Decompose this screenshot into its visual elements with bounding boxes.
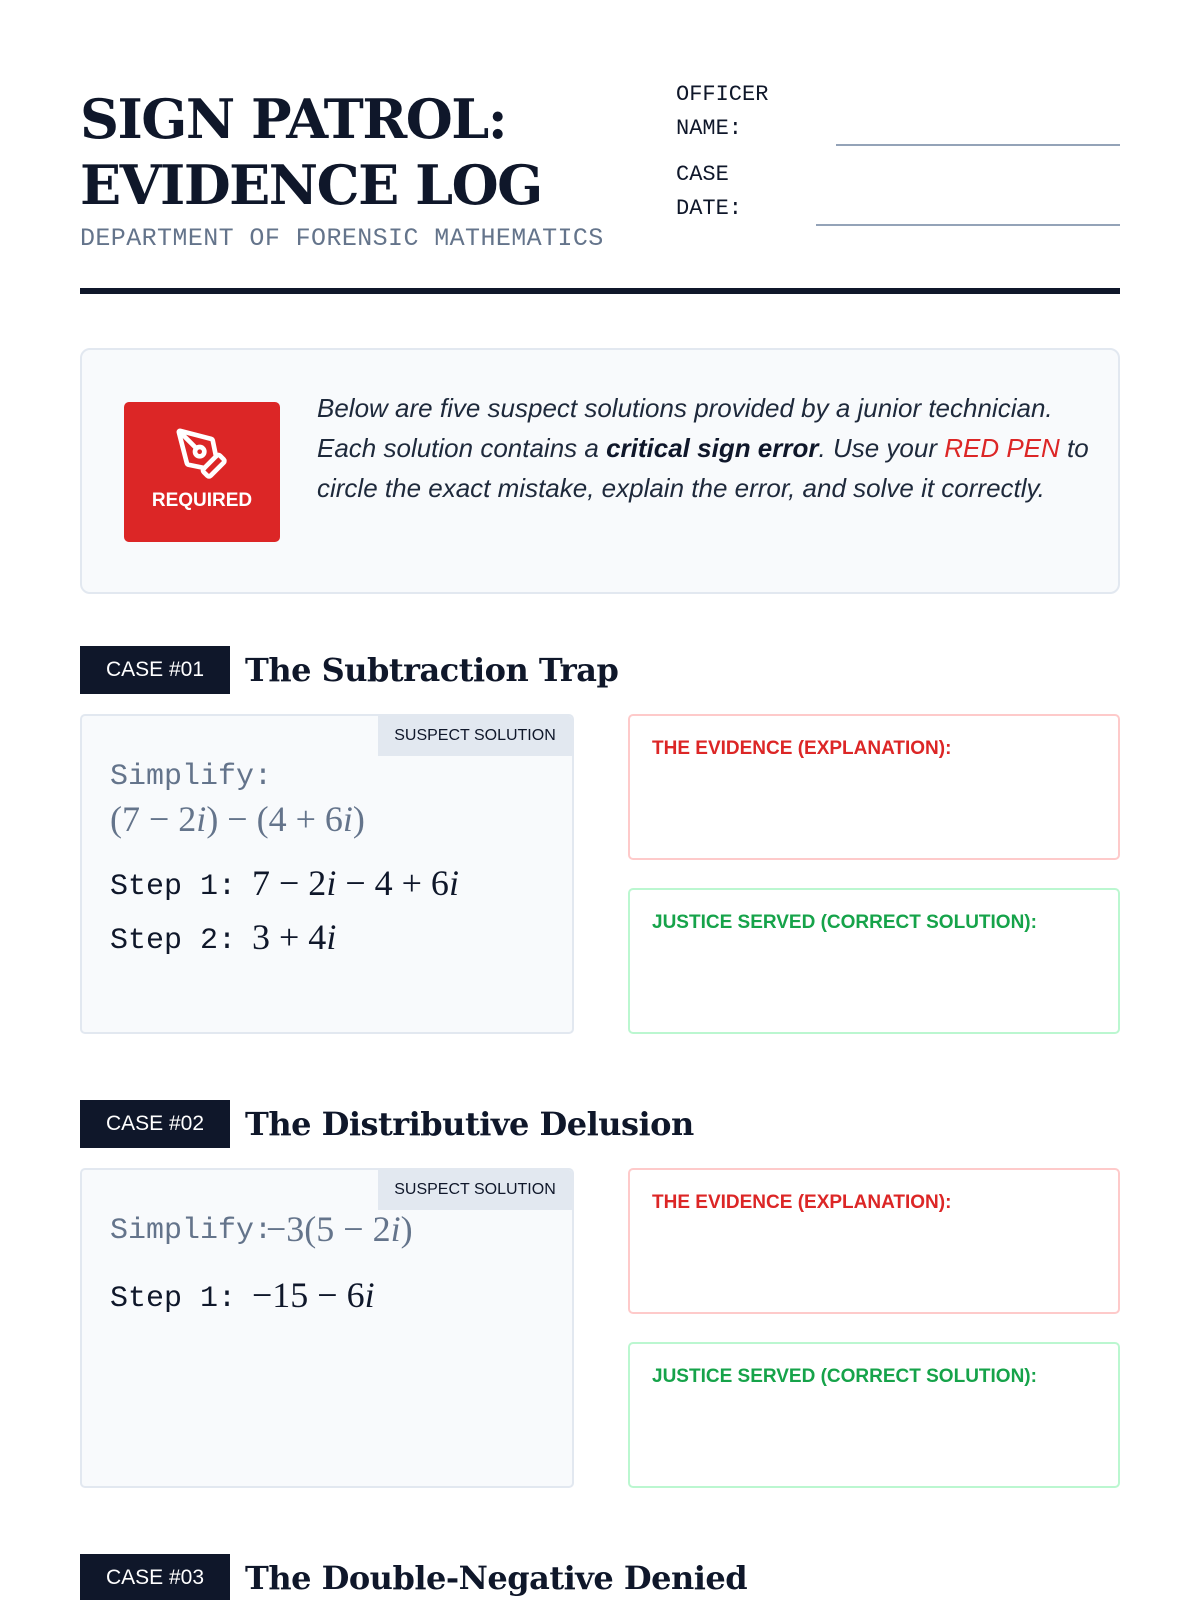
problem-expression: −3(5 − 2i): [266, 1209, 413, 1249]
correct-solution-box[interactable]: [628, 888, 1120, 1034]
justice-label: JUSTICE SERVED (CORRECT SOLUTION):: [652, 1366, 1037, 1387]
officer-label-line-2: NAME:: [676, 116, 743, 141]
required-badge: [124, 402, 280, 542]
evidence-label: THE EVIDENCE (EXPLANATION):: [652, 1192, 952, 1213]
prompt-label: Simplify:: [110, 1214, 273, 1248]
case-tag: CASE #01: [80, 646, 230, 694]
case-date-label: [676, 158, 742, 226]
step-1-expression: −15 − 6i: [252, 1275, 375, 1315]
title-line-1: SIGN PATROL:: [80, 87, 507, 151]
page-subtitle: DEPARTMENT OF FORENSIC MATHEMATICS: [80, 224, 604, 253]
step-1-label: Step 1:: [110, 1282, 237, 1316]
officer-label-line-1: OFFICER: [676, 82, 769, 107]
date-label-line-1: CASE: [676, 162, 729, 187]
date-label-line-2: DATE:: [676, 196, 743, 221]
evidence-label: THE EVIDENCE (EXPLANATION):: [652, 738, 952, 759]
case-title: The Subtraction Trap: [245, 651, 619, 689]
instructions-text-part-3: to circle the exact mistake, explain the error, and solve it correctly.: [317, 433, 1089, 503]
instructions-text-part-2: . Use your: [818, 433, 945, 463]
case-tag: CASE #03: [80, 1554, 230, 1600]
suspect-solution-tag: SUSPECT SOLUTION: [378, 1170, 572, 1210]
suspect-solution-tag: SUSPECT SOLUTION: [378, 716, 572, 756]
evidence-explanation-box[interactable]: [628, 714, 1120, 860]
problem-expression: (7 − 2i) − (4 + 6i): [110, 799, 365, 839]
correct-solution-box[interactable]: [628, 1342, 1120, 1488]
officer-name-field[interactable]: [836, 144, 1120, 146]
step-1-expression: 7 − 2i − 4 + 6i: [252, 863, 459, 903]
step-2-label: Step 2:: [110, 924, 237, 958]
step-2-expression: 3 + 4i: [252, 917, 337, 957]
instructions-text: [317, 388, 1097, 508]
instructions-text-part-1: Below are five suspect solutions provided by a junior technician. Each solution contains a: [317, 393, 1053, 463]
suspect-solution-box: [80, 714, 574, 1034]
pen-tool-icon: [174, 426, 230, 482]
justice-label: JUSTICE SERVED (CORRECT SOLUTION):: [652, 912, 1037, 933]
step-1-label: Step 1:: [110, 870, 237, 904]
case-tag: CASE #02: [80, 1100, 230, 1148]
title-line-2: EVIDENCE LOG: [80, 153, 542, 217]
suspect-solution-box: [80, 1168, 574, 1488]
case-title: The Double-Negative Denied: [245, 1559, 748, 1597]
required-label: REQUIRED: [151, 490, 253, 511]
header-divider: [80, 288, 1120, 294]
prompt-label: Simplify:: [110, 760, 273, 794]
instructions-panel: [80, 348, 1120, 594]
instructions-bold: critical sign error: [606, 433, 819, 463]
evidence-explanation-box[interactable]: [628, 1168, 1120, 1314]
officer-name-label: [676, 78, 768, 146]
page-title: [80, 86, 542, 218]
case-title: The Distributive Delusion: [245, 1105, 694, 1143]
red-pen-highlight: RED PEN: [944, 433, 1060, 463]
evidence-log-page: [80, 0, 1120, 1600]
case-date-field[interactable]: [816, 224, 1120, 226]
